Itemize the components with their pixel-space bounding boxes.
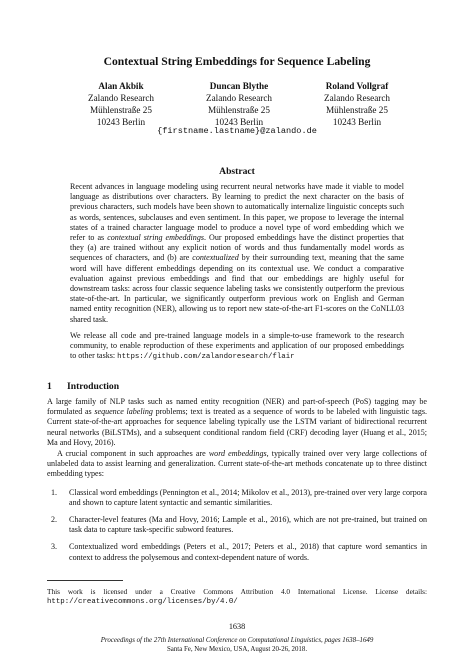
- body-paragraph: [47, 397, 427, 448]
- proceedings-location: Santa Fe, New Mexico, USA, August 20-26, 2018.: [166, 646, 308, 653]
- author-affiliation: Zalando Research: [87, 93, 155, 103]
- list-item: [47, 488, 427, 508]
- list-marker: 3.: [51, 542, 58, 552]
- author-block: [292, 80, 422, 128]
- list-marker: 1.: [51, 487, 58, 497]
- embedding-types-list: [47, 488, 427, 563]
- author-block: [174, 80, 304, 128]
- body-emphasis: word embeddings: [208, 449, 267, 459]
- abstract-paragraph: [70, 182, 404, 325]
- body-text: , typically trained over very large collections of unlabeled data to assist learning and generalization. Current state-of-the-art methods concatenate up to three distinct embedding types:: [47, 449, 427, 479]
- abstract-paragraph: [70, 331, 404, 363]
- abstract-emphasis: contextual string embeddings: [107, 233, 204, 243]
- list-item-text: Contextualized word embeddings (Peters et al., 2017; Peters et al., 2018) that capture word semantics in context to address the polysemous and context-dependent nature of words.: [69, 542, 427, 562]
- footnote-text: This work is licensed under a Creative Commons Attribution 4.0 International License. License details:: [47, 587, 427, 596]
- section-heading: [47, 381, 119, 392]
- author-affiliation: Zalando Research: [205, 93, 273, 103]
- code-repo-link[interactable]: https://github.com/zalandoresearch/flair: [117, 353, 295, 362]
- body-text: problems; text is treated as a sequence of words to be labeled with linguistic tags. Current state-of-the-art approaches for sequence labeling typically use the LSTM variant of bidirectional recurrent neural networks (BiLSTMs), and a subsequent conditional random field (CRF) decoding layer (Huang et al., 2015; Ma and Hovy, 2016).: [47, 407, 428, 447]
- license-link[interactable]: http://creativecommons.org/licenses/by/4.0/: [47, 598, 238, 606]
- introduction-body: [47, 397, 427, 570]
- proceedings-info: [0, 636, 474, 654]
- paper-title: Contextual String Embeddings for Sequence Labeling: [103, 55, 371, 68]
- author-street: Mühlenstraße 25: [207, 105, 270, 115]
- body-text: A large family of NLP tasks such as named entity recognition (NER) and part-of-speech (PoS) tagging may be formulated as: [47, 397, 427, 417]
- author-email: {firstname.lastname}@zalando.de: [157, 126, 317, 136]
- abstract-text: We release all code and pre-trained language models in a simple-to-use framework to the research community, to enable reproduction of these experiments and application of our proposed embeddings to other tasks:: [70, 330, 404, 361]
- author-name: Roland Vollgraf: [325, 81, 389, 91]
- abstract-body: [70, 182, 404, 368]
- list-item: [47, 515, 427, 535]
- abstract-text: Recent advances in language modeling using recurrent neural networks have made it viable to model language as distributions over characters. By learning to predict the next character on the basis of previous characters, such models have been shown to automatically internalize linguistic concepts such as words, sentences, subclauses and even sentiment. In this paper, we propose to leverage the internal states of a trained character language model to produce a novel type of word embedding which we refer to as: [70, 182, 404, 243]
- list-item-text: Classical word embeddings (Pennington et al., 2014; Mikolov et al., 2013), pre-trained over very large corpora and shown to capture latent syntactic and semantic similarities.: [69, 487, 427, 507]
- abstract-emphasis: contextualized: [192, 253, 239, 263]
- author-affiliation: Zalando Research: [323, 93, 391, 103]
- author-city: 10243 Berlin: [214, 117, 264, 127]
- author-city: 10243 Berlin: [96, 117, 146, 127]
- body-emphasis: sequence labeling: [94, 407, 153, 417]
- abstract-text: by their surrounding text, meaning that the same word will have different embeddings depending on its contextual use. We conduct a comparative evaluation against previous embeddings and find that our embeddings are highly useful for downstream tasks: across four classic sequence labeling tasks we consistently outperform the previous state-of-the-art. In particular, we significantly outperform previous work on English and German named entity recognition (NER), allowing us to report new state-of-the-art F1-scores on the CoNLL03 shared task.: [70, 253, 405, 324]
- section-title: Introduction: [67, 381, 120, 392]
- list-marker: 2.: [51, 515, 58, 525]
- body-paragraph: [47, 449, 427, 480]
- author-block: [56, 80, 186, 128]
- author-city: 10243 Berlin: [332, 117, 382, 127]
- abstract-heading: Abstract: [219, 166, 255, 177]
- abstract-text: . Our proposed embeddings have the distinct properties that they (a) are trained without any explicit notion of words and thus fundamentally model words as sequences of characters, and (b) are: [70, 233, 404, 263]
- page-number: 1638: [228, 622, 246, 631]
- author-street: Mühlenstraße 25: [325, 105, 388, 115]
- footnote-divider: [47, 580, 123, 581]
- author-name: Duncan Blythe: [209, 81, 269, 91]
- list-item: [47, 542, 427, 562]
- list-item-text: Character-level features (Ma and Hovy, 2016; Lample et al., 2016), which are not pre-trained, but trained on task data to capture task-specific subword features.: [69, 515, 427, 535]
- author-street: Mühlenstraße 25: [89, 105, 152, 115]
- proceedings-line: Proceedings of the 27th International Conference on Computational Linguistics, pages 1638–1649: [100, 637, 374, 644]
- section-number: 1: [47, 381, 52, 392]
- license-footnote: [47, 587, 427, 607]
- author-name: Alan Akbik: [98, 81, 144, 91]
- body-text: A crucial component in such approaches are: [57, 449, 209, 459]
